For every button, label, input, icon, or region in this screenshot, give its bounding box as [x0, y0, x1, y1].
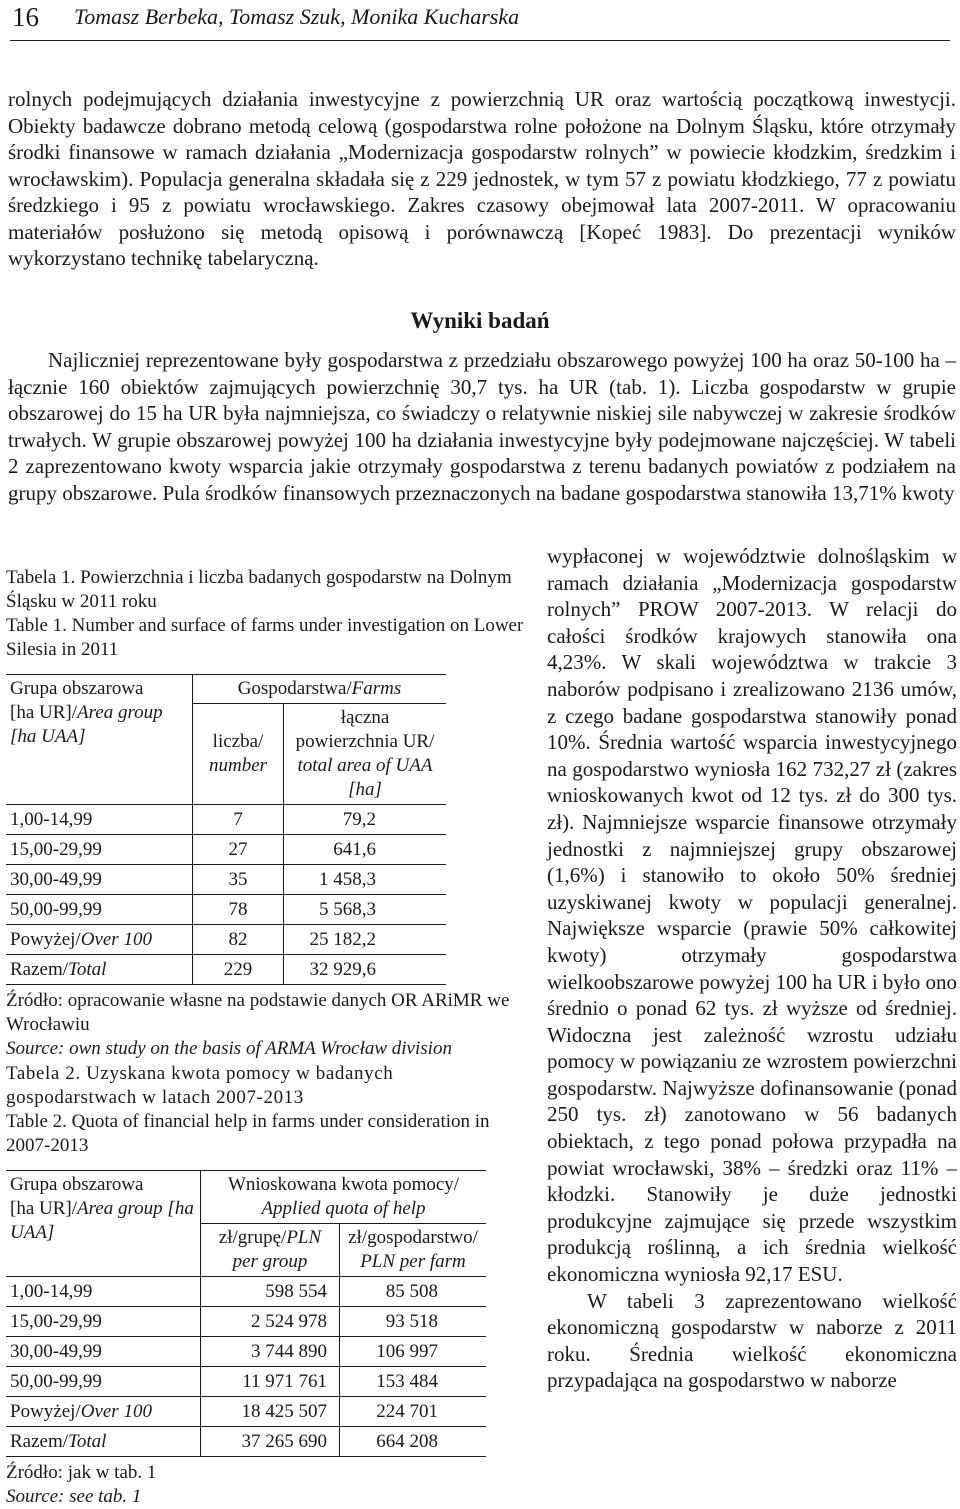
table2-head-group-en: Area group [ha UAA] — [10, 1198, 194, 1243]
table-row — [6, 925, 446, 955]
table2-head-per-farm-en: PLN per farm — [360, 1251, 466, 1272]
table2-cell-per-group: 18 425 507 — [201, 1397, 340, 1427]
table2-block — [6, 1062, 524, 1509]
running-head-authors: Tomasz Berbeka, Tomasz Szuk, Monika Kucharska — [74, 4, 520, 29]
table2-cell-group — [6, 1367, 201, 1397]
table1-cell-group — [6, 865, 193, 895]
table2-cell-per-farm: 93 518 — [340, 1307, 487, 1337]
table2-head-group-pl: Grupa obszarowa — [10, 1174, 144, 1195]
table1-head-area-en: total area of UAA [ha] — [297, 755, 433, 800]
table-row — [6, 955, 446, 985]
table2-cell-per-farm: 153 484 — [340, 1367, 487, 1397]
table2-caption-pl: Tabela 2. Uzyskana kwota pomocy w badanych gospodarstwach w latach 2007-2013 — [6, 1063, 394, 1108]
table1-head-farms — [193, 675, 447, 704]
group-label: 1,00-14,99 — [10, 1280, 93, 1302]
table1-head-count-pl: liczba/ — [212, 731, 264, 752]
table1-cell-area: 79,2 — [284, 805, 447, 835]
table1-cell-group — [6, 955, 193, 985]
table2-cell-group — [6, 1307, 201, 1337]
table1-cell-group — [6, 895, 193, 925]
table2-head-per-farm — [340, 1224, 487, 1277]
table1-head-area-pl: łączna powierzchnia UR/ — [295, 707, 435, 752]
table-row — [6, 835, 446, 865]
group-label-en: Over 100 — [80, 1400, 152, 1422]
table2-caption-en: Table 2. Quota of financial help in farms under consideration in 2007-2013 — [6, 1111, 490, 1156]
table-row — [6, 1337, 486, 1367]
group-label-en: Total — [68, 958, 107, 980]
page-number: 16 — [12, 2, 39, 32]
table-row — [6, 805, 446, 835]
group-label: Razem/ — [10, 958, 69, 980]
group-label: 15,00-29,99 — [10, 838, 102, 860]
table-row — [6, 1277, 486, 1307]
group-label: 30,00-49,99 — [10, 868, 102, 890]
group-label-en: Over 100 — [80, 928, 152, 950]
table1-cell-area: 32 929,6 — [284, 955, 447, 985]
header-rule — [10, 40, 950, 41]
table2-source-pl: Źródło: jak w tab. 1 — [6, 1462, 157, 1483]
table1-head-farms-pl: Gospodarstwa/ — [237, 678, 352, 699]
table-row — [6, 1367, 486, 1397]
group-label: 30,00-49,99 — [10, 1340, 102, 1362]
table2-head-group-unit: [ha UR]/ — [10, 1198, 78, 1219]
table1-cell-area: 25 182,2 — [284, 925, 447, 955]
table1-head-count — [193, 704, 284, 805]
running-header — [10, 0, 950, 44]
table1-head-group-en: Area group [ha UAA] — [10, 702, 163, 747]
table1-block — [6, 566, 524, 1061]
table1-cell-count: 82 — [193, 925, 284, 955]
table2-cell-per-group: 3 744 890 — [201, 1337, 340, 1367]
group-label: Powyżej/ — [10, 928, 81, 950]
table2-cell-per-group: 11 971 761 — [201, 1367, 340, 1397]
table-row — [6, 865, 446, 895]
right-column-text — [547, 543, 957, 1394]
table2-head-per-group-pl: zł/grupę/ — [218, 1227, 287, 1248]
table2-head-group — [6, 1171, 201, 1277]
table2-head-per-group-en: PLN per group — [232, 1227, 322, 1272]
group-label: Powyżej/ — [10, 1400, 81, 1422]
table1-caption-pl: Tabela 1. Powierzchnia i liczba badanych gospodarstw na Dolnym Śląsku w 2011 roku — [6, 567, 512, 612]
group-label: 50,00-99,99 — [10, 1370, 102, 1392]
table-row — [6, 1397, 486, 1427]
table1-cell-count: 27 — [193, 835, 284, 865]
table-row — [6, 1427, 486, 1457]
table1-cell-count: 78 — [193, 895, 284, 925]
table2-cell-per-group: 37 265 690 — [201, 1427, 340, 1457]
table1-cell-group — [6, 835, 193, 865]
table2-cell-group — [6, 1277, 201, 1307]
table1-source-en: Source: own study on the basis of ARMA Wrocław division — [6, 1038, 452, 1059]
section-title: Wyniki badań — [410, 308, 550, 333]
table2-cell-per-farm: 85 508 — [340, 1277, 487, 1307]
table2-cell-per-farm: 224 701 — [340, 1397, 487, 1427]
table2-head-quota — [201, 1171, 487, 1224]
table1-head-group-unit: [ha UR]/ — [10, 702, 78, 723]
table1-head-group — [6, 675, 193, 805]
table1 — [6, 674, 446, 985]
table2-cell-per-farm: 106 997 — [340, 1337, 487, 1367]
body-paragraph-1: rolnych podejmujących działania inwestycyjne z powierzchnią UR oraz wartością początkową inwestycji. Obiekty badawcze dobrano metodą celową (gospodarstwa rolne położone na Dolnym Śląsku, które otrzymały środki finansowe w ramach działania „Modernizacja gospodarstw rolnych” w powiecie kłodzkim, średzkim i wrocławskim). Populacja generalna składała się z 229 jednostek, w tym 57 z powiatu kłodzkiego, 77 z powiatu średzkiego i 95 z powiatu wrocławskiego. Zakres czasowy obejmował lata 2007-2011. W opracowaniu materiałów posłużono się metodą opisową i porównawczą [Kopeć 1983]. Do prezentacji wyników wykorzystano technikę tabelaryczną. — [8, 87, 956, 270]
table1-head-area — [284, 704, 447, 805]
body-paragraph-2: Najliczniej reprezentowane były gospodarstwa z przedziału obszarowego powyżej 100 ha oraz 50-100 ha – łącznie 160 obiektów zajmujących powierzchnię 30,7 tys. ha UR (tab. 1). Liczba gospodarstw w grupie obszarowej do 15 ha UR była najmniejsza, co świadczy o relatywnie niskiej sile nabywczej w zakresie środków trwałych. W grupie obszarowej powyżej 100 ha działania inwestycyjne były podejmowane najczęściej. W tabeli 2 zaprezentowano kwoty wsparcia jakie otrzymały gospodarstwa z terenu badanych powiatów z podziałem na grupy obszarowe. Pula środków finansowych przeznaczonych na badane gospodarstwa stanowiła 13,71% kwoty — [8, 348, 956, 505]
table2 — [6, 1170, 486, 1457]
table-row — [6, 895, 446, 925]
table2-cell-group — [6, 1427, 201, 1457]
table1-head-group-pl: Grupa obszarowa — [10, 678, 144, 699]
group-label-en: Total — [68, 1430, 107, 1452]
table1-cell-group — [6, 925, 193, 955]
table1-cell-area: 641,6 — [284, 835, 447, 865]
table1-head-farms-en: Farms — [351, 678, 402, 699]
table1-cell-group — [6, 805, 193, 835]
table1-caption-en: Table 1. Number and surface of farms under investigation on Lower Silesia in 2011 — [6, 615, 524, 660]
table2-head-quota-en: Applied quota of help — [261, 1198, 426, 1219]
table1-cell-area: 1 458,3 — [284, 865, 447, 895]
table2-cell-group — [6, 1397, 201, 1427]
table1-source-pl: Źródło: opracowanie własne na podstawie danych OR ARiMR we Wrocławiu — [6, 990, 510, 1035]
right-column-paragraph-2: W tabeli 3 zaprezentowano wielkość ekonomiczną gospodarstw w naborze z 2011 roku. Średnia wielkość ekonomiczna przypadająca na gospodarstwo w naborze — [547, 1288, 957, 1393]
table1-cell-count: 35 — [193, 865, 284, 895]
table2-cell-per-farm: 664 208 — [340, 1427, 487, 1457]
table1-cell-area: 5 568,3 — [284, 895, 447, 925]
table2-cell-per-group: 598 554 — [201, 1277, 340, 1307]
table2-head-per-group — [201, 1224, 340, 1277]
right-column-paragraph: wypłaconej w województwie dolnośląskim w ramach działania „Modernizacja gospodarstw rolnych” PROW 2007-2013. W relacji do całości środków krajowych stanowiła ona 4,23%. W skali województwa w trakcie 3 naborów podpisano i zrealizowano 2136 umów, z czego badane gospodarstwa stanowiły ponad 10%. Średnia wartość wsparcia inwestycyjnego na gospodarstwo wyniosła 162 732,27 zł (zakres wnioskowanych kwot od 12 tys. zł do 300 tys. zł). Najmniejsze wsparcie finansowe otrzymały jednostki z najmniejszej grupy obszarowej (1,6%) i stanowiło to około 50% średniej uzyskiwanej kwoty w populacji generalnej. Największe wsparcie (prawie 50% całkowitej kwoty) otrzymały gospodarstwa wielkoobszarowe powyżej 100 ha UR i było ono średnio o ponad 62 tys. zł wyższe od średniej. Widoczna jest zależność wzrostu udziału pomocy w powiązaniu ze wzrostem powierzchni gospodarstw. Najwyższe dofinansowanie (ponad 250 tys. zł) zanotowano w 56 badanych obiektach, z tego ponad połowa przypadła na powiat wrocławski, 38% – średzki oraz 11% – kłodzki. Stanowiły je duże jednostki produkcyjne zajmujące się przede wszystkim produkcją roślinną, a ich średnia wielkość ekonomiczna wyniosła 92,17 ESU. — [547, 544, 958, 1287]
table2-head-per-farm-pl: zł/gospodarstwo/ — [348, 1227, 478, 1248]
table1-head-count-en: number — [208, 755, 268, 776]
group-label: 1,00-14,99 — [10, 808, 93, 830]
table2-source-en: Source: see tab. 1 — [6, 1486, 142, 1507]
table2-head-quota-pl: Wnioskowana kwota pomocy/ — [227, 1174, 460, 1195]
group-label: 50,00-99,99 — [10, 898, 102, 920]
group-label: 15,00-29,99 — [10, 1310, 102, 1332]
table2-cell-group — [6, 1337, 201, 1367]
group-label: Razem/ — [10, 1430, 69, 1452]
table1-cell-count: 7 — [193, 805, 284, 835]
table-row — [6, 1307, 486, 1337]
table2-cell-per-group: 2 524 978 — [201, 1307, 340, 1337]
table1-cell-count: 229 — [193, 955, 284, 985]
